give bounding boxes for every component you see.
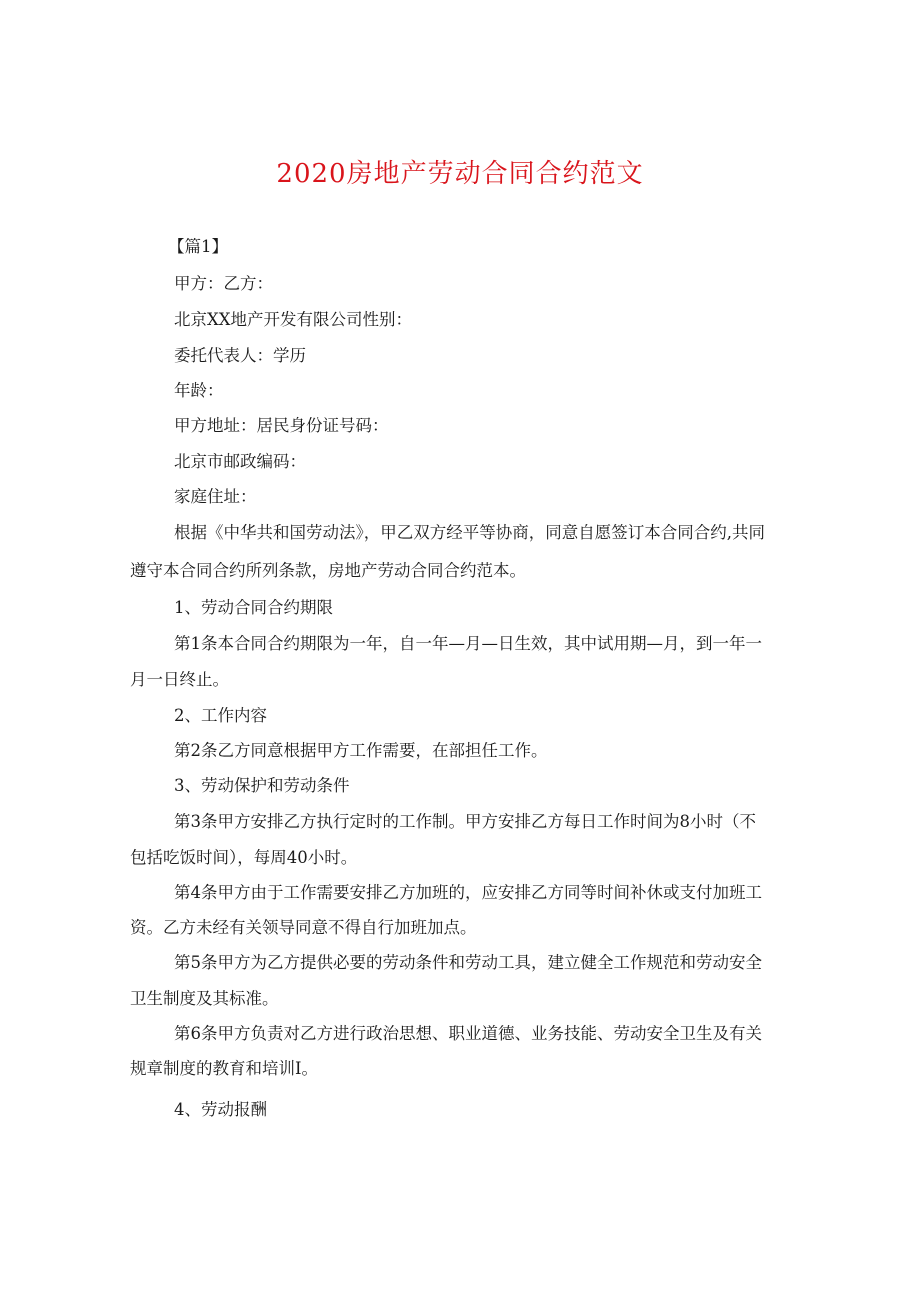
address-line: 甲方地址：居民身份证号码： <box>174 416 389 435</box>
heading-contract-term: 1、劳动合同合约期限 <box>174 598 333 617</box>
postcode-line: 北京市邮政编码： <box>174 452 306 471</box>
article-4-line-1: 第4条甲方由于工作需要安排乙方加班的，应安排乙方同等时间补休或支付加班工 <box>174 883 762 902</box>
article-6-line-1: 第6条甲方负责对乙方进行政治思想、职业道德、业务技能、劳动安全卫生及有关 <box>174 1024 762 1043</box>
heading-labor-protection: 3、劳动保护和劳动条件 <box>174 776 350 795</box>
company-line: 北京XX地产开发有限公司性别： <box>174 310 412 329</box>
article-2-line-1: 第2条乙方同意根据甲方工作需要，在部担任工作。 <box>174 741 548 760</box>
heading-work-content: 2、工作内容 <box>174 706 267 725</box>
article-5-line-1: 第5条甲方为乙方提供必要的劳动条件和劳动工具，建立健全工作规范和劳动安全 <box>174 953 762 972</box>
heading-labor-remuneration: 4、劳动报酬 <box>174 1100 267 1119</box>
home-address-line: 家庭住址： <box>174 487 257 506</box>
document-title: 2020房地产劳动合同合约范文 <box>276 159 644 189</box>
parties-line: 甲方：乙方： <box>174 274 273 293</box>
article-5-line-2: 卫生制度及其标准。 <box>130 989 279 1008</box>
representative-line: 委托代表人：学历 <box>174 346 306 365</box>
age-line: 年龄： <box>174 381 224 400</box>
article-3-line-1: 第3条甲方安排乙方执行定时的工作制。甲方安排乙方每日工作时间为8小时（不 <box>174 812 756 831</box>
intro-paragraph-line-1: 根据《中华共和国劳动法》，甲乙双方经平等协商，同意自愿签订本合同合约,共同 <box>174 523 765 542</box>
article-1-line-1: 第1条本合同合约期限为一年，自一年—月—日生效，其中试用期—月，到一年一 <box>174 634 762 653</box>
intro-paragraph-line-2: 遵守本合同合约所列条款，房地产劳动合同合约范本。 <box>130 561 526 580</box>
section-label: 【篇1】 <box>168 237 228 256</box>
article-6-line-2: 规章制度的教育和培训I。 <box>130 1059 319 1078</box>
article-4-line-2: 资。乙方未经有关领导同意不得自行加班加点。 <box>130 918 477 937</box>
article-3-line-2: 包括吃饭时间），每周40小时。 <box>130 848 358 867</box>
article-1-line-2: 月一日终止。 <box>130 670 229 689</box>
